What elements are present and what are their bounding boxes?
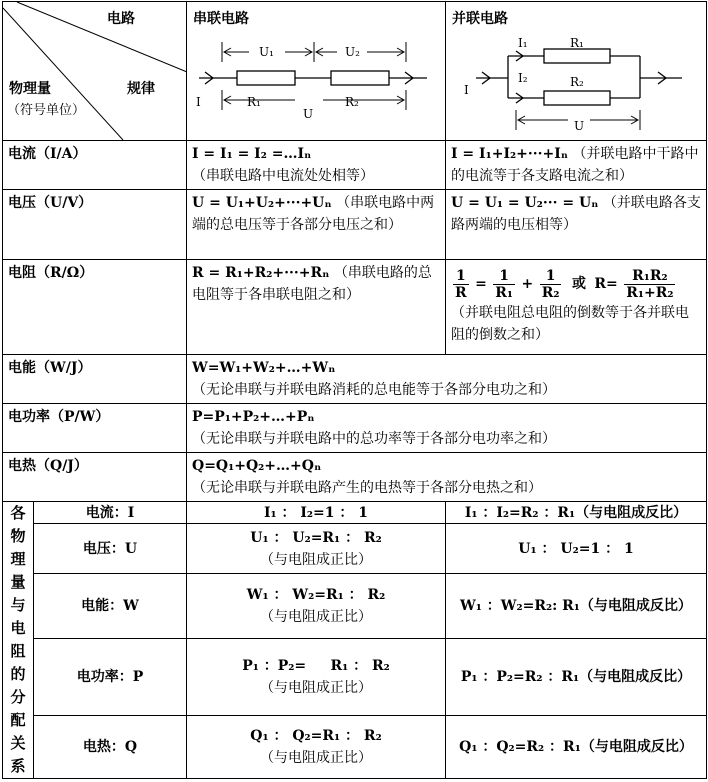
dist-power-proportional: （与电阻成正比） (260, 680, 372, 697)
corner-quantity-label: 物理量 (9, 81, 51, 97)
current-parallel-formula: I = I₁+I₂+···+Iₙ (451, 146, 569, 162)
power-formula: P=P₁+P₂+…+Pₙ (192, 409, 315, 425)
corner-cell (3, 2, 187, 141)
fraction-1-over-r: $\frac{1}{R}$ (455, 267, 467, 301)
dist-voltage-proportional: （与电阻成正比） (260, 551, 372, 568)
dist-energy-proportional: （与电阻成正比） (260, 609, 372, 626)
heat-row (3, 453, 707, 502)
dist-current-label: 电流：I (34, 502, 187, 524)
series-title: 串联电路 (193, 11, 249, 27)
current-series-cell (187, 141, 446, 190)
dist-row-current (3, 502, 707, 524)
energy-formula: W=W₁+W₂+…+Wₙ (192, 360, 336, 376)
fraction-product-over-sum: $\frac{\text{R₁R₂}}{\text{R₁+R₂}}$ (626, 267, 674, 301)
dist-current-series: I₁ ： I₂=1 ： 1 (187, 502, 446, 524)
corner-units-label: （符号单位） (7, 103, 86, 118)
dist-voltage-series-cell (187, 524, 446, 574)
dist-row-voltage (3, 524, 707, 574)
heat-note: （无论串联与并联电路产生的电热等于各部分电热之和） (192, 480, 542, 496)
heat-label: 电热（Q/J） (3, 453, 187, 502)
power-note: （无论串联与并联电路中的总功率等于各部分电功率之和） (192, 431, 556, 447)
current-row (3, 141, 707, 190)
current-series-note: （串联电路中电流处处相等） (192, 168, 374, 184)
circuit-rules-table (2, 1, 707, 779)
power-row (3, 404, 707, 453)
header-row (3, 2, 707, 141)
voltage-series-formula: U = U₁+U₂+···+Uₙ (192, 195, 332, 211)
parallel-title: 并联电路 (452, 11, 508, 27)
dist-heat-label: 电热：Q (34, 716, 187, 779)
resistance-label: 电阻（R/Ω） (3, 260, 187, 355)
parallel-i-text: I (464, 83, 469, 97)
voltage-series-note: （串联电路中两端的总电压等于各部分电压之和） (192, 195, 435, 233)
dist-power-parallel: P₁ ：P₂=R₂ ：R₁（与电阻成反比） (446, 639, 707, 716)
energy-note: （无论串联与并联电路消耗的总电能等于各部分电功之和） (192, 382, 556, 398)
dist-voltage-series: U₁ ： U₂=R₁ ： R₂ (250, 529, 382, 546)
dist-heat-proportional: （与电阻成正比） (260, 750, 372, 767)
energy-label: 电能（W/J） (3, 355, 187, 404)
resistance-parallel-cell (446, 260, 707, 355)
series-u-text: U (303, 107, 314, 121)
fraction-1-over-r2: $\frac{1}{\text{R₂}}$ (541, 267, 560, 301)
dist-voltage-label: 电压：U (34, 524, 187, 574)
corner-circuit-label: 电路 (107, 11, 135, 27)
dist-heat-parallel: Q₁ ：Q₂=R₂ ：R₁（与电阻成反比） (446, 716, 707, 779)
parallel-i1-text: I₁ (518, 36, 528, 50)
dist-energy-parallel: W₁ ：W₂=R₂: R₁（与电阻成反比） (446, 573, 707, 639)
power-cell (187, 404, 707, 453)
dist-current-parallel: I₁ ：I₂=R₂ ：R₁（与电阻成反比） (446, 502, 707, 524)
dist-energy-series-cell (187, 573, 446, 639)
energy-cell (187, 355, 707, 404)
dist-energy-label: 电能：W (34, 573, 187, 639)
series-i-text: I (196, 95, 201, 109)
resistance-series-cell (187, 260, 446, 355)
series-r2-text: R₂ (345, 95, 359, 109)
energy-row (3, 355, 707, 404)
series-u1-text: U₁ (259, 45, 274, 59)
voltage-parallel-note: （并联电路各支路两端的电压相等） (451, 195, 701, 233)
voltage-parallel-cell (446, 190, 707, 260)
current-parallel-note: （并联电路中干路中的电流等于各支路电流之和） (451, 146, 699, 184)
fraction-1-over-r1: $\frac{1}{\text{R₁}}$ (495, 267, 514, 301)
corner-rule-label: 规律 (127, 81, 155, 97)
parallel-u-text: U (574, 119, 585, 133)
resistance-or-text: 或 (571, 276, 586, 292)
resistance-parallel-note: （并联电阻总电阻的倒数等于各并联电阻的倒数之和） (451, 305, 689, 343)
series-header-cell (187, 2, 446, 141)
dist-heat-series-cell (187, 716, 446, 779)
current-label: 电流（I/A） (3, 141, 187, 190)
resistance-row (3, 260, 707, 355)
resistance-series-note: （串联电路的总电阻等于各串联电阻之和） (192, 265, 432, 303)
current-series-formula: I = I₁ = I₂ =…Iₙ (192, 146, 312, 162)
series-circuit-diagram (187, 2, 446, 140)
resistance-series-formula: R = R₁+R₂+···+Rₙ (192, 265, 330, 281)
dist-power-series: P₁ ：P₂= R₁ ： R₂ (242, 658, 390, 675)
voltage-parallel-formula: U = U₁ = U₂··· = Uₙ (451, 195, 599, 211)
dist-row-heat (3, 716, 707, 779)
series-u2-text: U₂ (345, 45, 360, 59)
dist-energy-series: W₁ ： W₂=R₁ ： R₂ (246, 587, 386, 604)
series-r1-text: R₁ (247, 95, 261, 109)
dist-heat-series: Q₁ ： Q₂=R₁ ： R₂ (250, 728, 382, 745)
distribution-side-label: 各 物 理 量 与 电 阻 的 分 配 关 系 (3, 502, 34, 779)
voltage-label: 电压（U/V） (3, 190, 187, 260)
power-label: 电功率（P/W） (3, 404, 187, 453)
voltage-series-cell (187, 190, 446, 260)
dist-row-energy (3, 573, 707, 639)
heat-formula: Q=Q₁+Q₂+…+Qₙ (192, 458, 322, 474)
parallel-i2-text: I₂ (518, 71, 528, 85)
resistance-r-eq-text: R= (594, 276, 618, 292)
dist-power-series-cell (187, 639, 446, 716)
parallel-r2-text: R₂ (570, 75, 584, 89)
dist-power-label: 电功率：P (34, 639, 187, 716)
dist-voltage-parallel: U₁ ： U₂=1 ： 1 (446, 524, 707, 574)
parallel-r1-text: R₁ (570, 36, 584, 50)
heat-cell (187, 453, 707, 502)
voltage-row (3, 190, 707, 260)
parallel-header-cell (446, 2, 707, 141)
parallel-circuit-diagram (446, 2, 707, 140)
resistance-parallel-formula: $\frac{1}{R}$ = $\frac{1}{\text{R₁}}$ + $\frac{1}{\text{R₂}}$ 或 R= $\frac{\text{R₁R₂}}{\text{R₁+R₂}}$ (455, 267, 674, 301)
dist-row-power (3, 639, 707, 716)
current-parallel-cell (446, 141, 707, 190)
